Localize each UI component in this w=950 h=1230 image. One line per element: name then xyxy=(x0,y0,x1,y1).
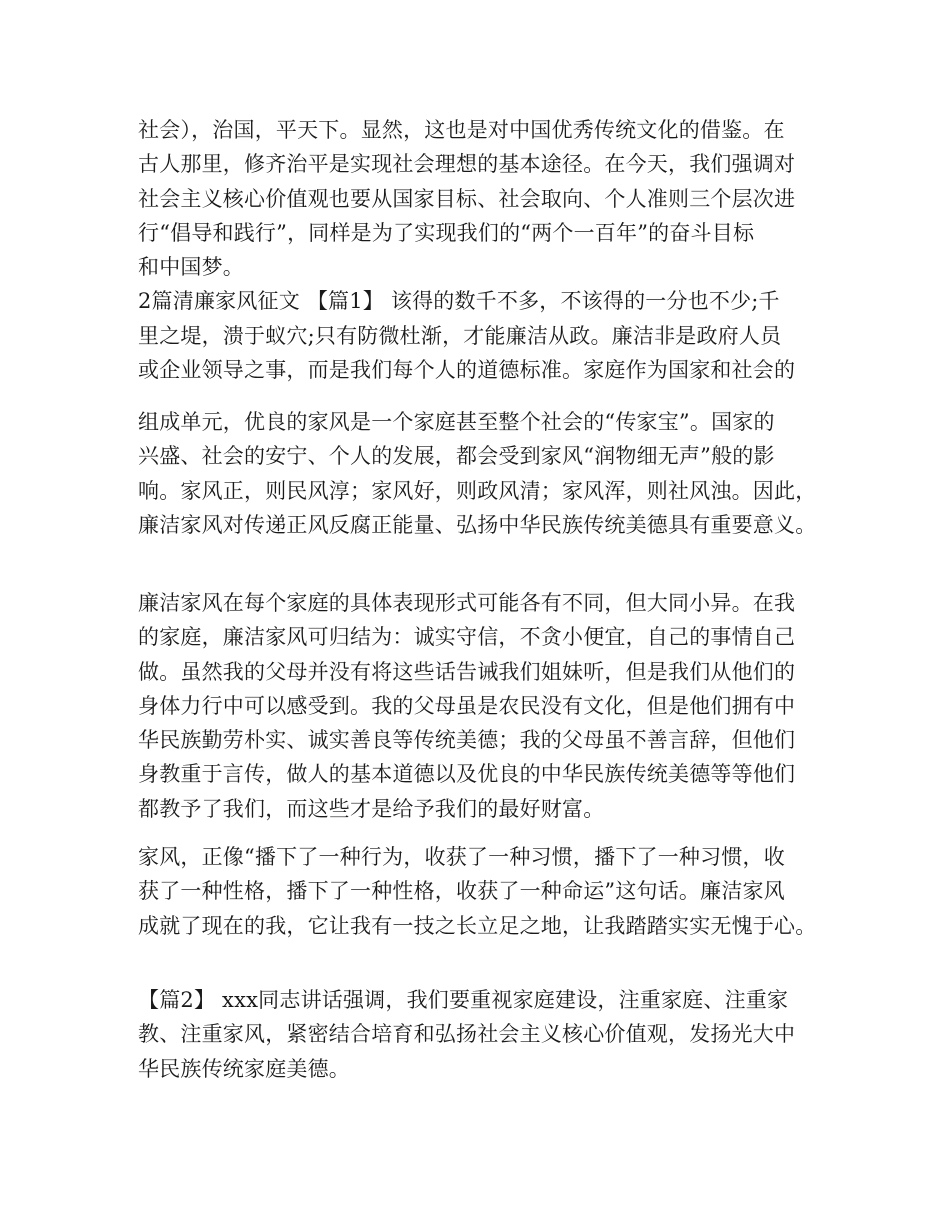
text-line: 兴盛、社会的安宁、个人的发展，都会受到家风“润物细无声”般的影 xyxy=(138,444,775,469)
text-line: 身教重于言传，做人的基本道德以及优良的中华民族传统美德等等他们 xyxy=(138,762,796,787)
text-line: 组成单元，优良的家风是一个家庭甚至整个社会的“传家宝”。国家的 xyxy=(138,410,775,434)
text-line: 社会主义核心价值观也要从国家目标、社会取向、个人准则三个层次进 xyxy=(138,186,796,211)
text-line: 家风，正像“播下了一种行为，收获了一种习惯，播下了一种习惯，收 xyxy=(138,845,785,869)
text-line: 里之堤，溃于蚁穴;只有防微杜渐，才能廉洁从政。廉洁非是政府人员 xyxy=(138,323,782,348)
text-line: 或企业领导之事，而是我们每个人的道德标准。家庭作为国家和社会的 xyxy=(138,358,796,383)
paragraph-article-2 xyxy=(138,983,828,1086)
text-line: 和中国梦。 xyxy=(138,255,244,280)
paragraph-family-style-significance xyxy=(138,405,828,542)
text-line: 廉洁家风在每个家庭的具体表现形式可能各有不同，但大同小异。在我 xyxy=(138,591,796,615)
text-line: 行“倡导和践行”，同样是为了实现我们的“两个一百年”的奋斗目标 xyxy=(138,220,755,245)
text-line: 获了一种性格，播下了一种性格，收获了一种命运”这句话。廉洁家风 xyxy=(138,879,785,904)
paragraph-my-family xyxy=(138,586,828,826)
text-line: 华民族勤劳朴实、诚实善良等传统美德；我的父母虽不善言辞，但他们 xyxy=(138,728,796,753)
text-line: 响。家风正，则民风淳；家风好，则政风清；家风浑，则社风浊。因此， xyxy=(138,478,817,503)
text-line: 的家庭，廉洁家风可归结为：诚实守信，不贪小便宜，自己的事情自己 xyxy=(138,625,796,650)
text-line: 华民族传统家庭美德。 xyxy=(138,1056,350,1081)
text-line: 2篇清廉家风征文 【篇1】 该得的数千不多，不该得的一分也不少;千 xyxy=(138,289,780,314)
paragraph-governance xyxy=(138,113,828,387)
paragraph-family-habit-saying xyxy=(138,840,828,943)
text-line: 【篇2】 xxx同志讲话强调，我们要重视家庭建设，注重家庭、注重家 xyxy=(138,988,789,1012)
text-line: 教、注重家风，紧密结合培育和弘扬社会主义核心价值观，发扬光大中 xyxy=(138,1022,796,1047)
text-line: 成就了现在的我，它让我有一技之长立足之地，让我踏踏实实无愧于心。 xyxy=(138,913,817,938)
text-line: 廉洁家风对传递正风反腐正能量、弘扬中华民族传统美德具有重要意义。 xyxy=(138,512,817,537)
text-line: 社会），治国，平天下。显然，这也是对中国优秀传统文化的借鉴。在 xyxy=(138,118,785,142)
text-line: 做。虽然我的父母并没有将这些话告诫我们姐妹听，但是我们从他们的 xyxy=(138,659,796,684)
text-line: 身体力行中可以感受到。我的父母虽是农民没有文化，但是他们拥有中 xyxy=(138,693,796,718)
text-line: 都教予了我们，而这些才是给予我们的最好财富。 xyxy=(138,796,605,821)
text-line: 古人那里，修齐治平是实现社会理想的基本途径。在今天，我们强调对 xyxy=(138,152,796,177)
